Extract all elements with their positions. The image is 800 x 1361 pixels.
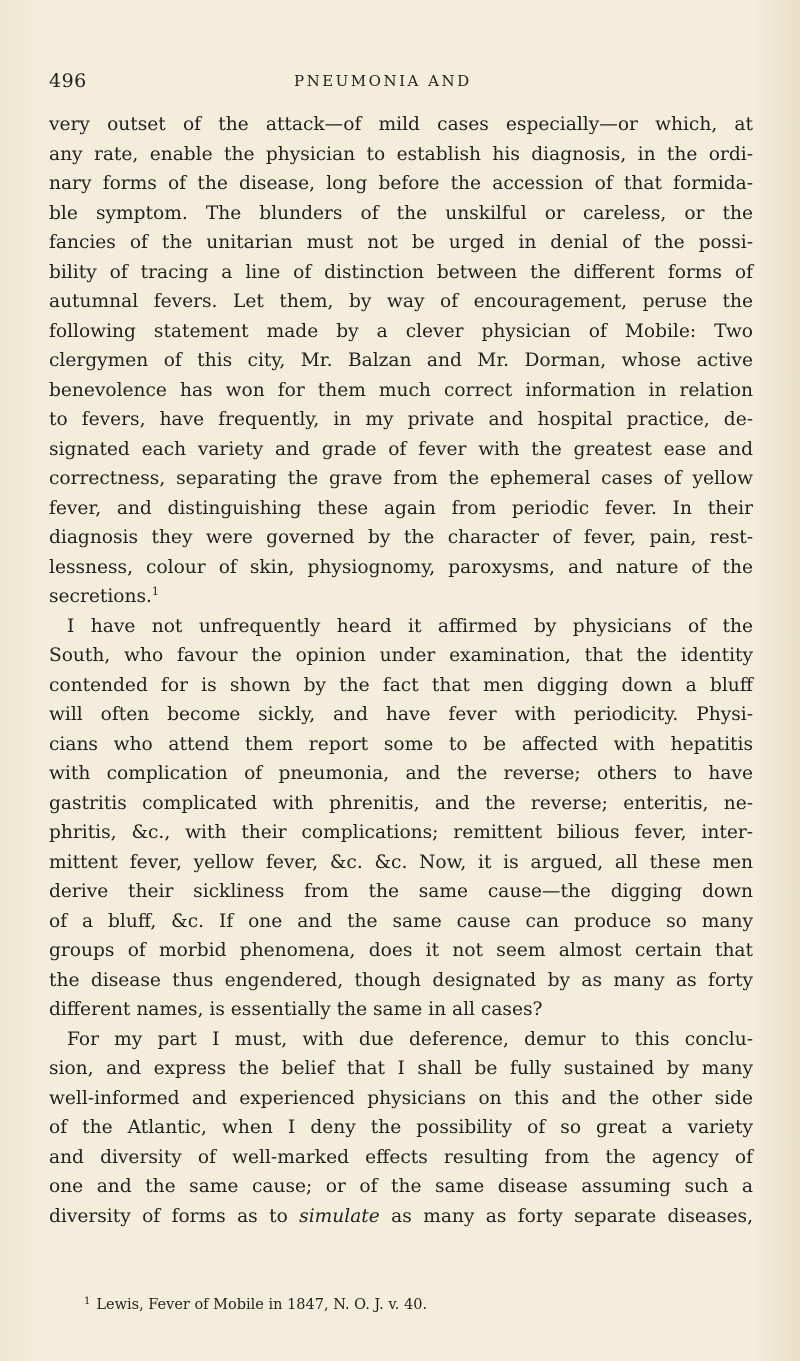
text-line-content: and diversity of well-marked effects resulting from the agency of bbox=[49, 1146, 753, 1168]
text-line-content: South, who favour the opinion under examination, that the identity bbox=[49, 645, 753, 666]
text-line bbox=[49, 405, 753, 435]
page-number: 496 bbox=[49, 70, 87, 92]
footnote bbox=[84, 1296, 744, 1313]
text-line bbox=[49, 612, 753, 642]
text-line-content: I have not unfrequently heard it affirmed by physicians of the bbox=[67, 615, 753, 637]
text-line-content: diagnosis they were governed by the character of fever, pain, rest- bbox=[49, 527, 753, 548]
text-line-content: correctness, separating the grave from the ephemeral cases of yellow bbox=[49, 468, 753, 489]
text-line-content: benevolence has won for them much correct information in relation bbox=[49, 379, 753, 401]
text-line-content: cians who attend them report some to be affected with hepatitis bbox=[49, 733, 753, 755]
text-line-content: bility of tracing a line of distinction between the different forms of bbox=[49, 261, 753, 283]
text-line bbox=[49, 494, 753, 524]
text-line bbox=[49, 700, 753, 730]
text-line bbox=[49, 818, 753, 848]
text-line-content: very outset of the attack—of mild cases especially—or which, at bbox=[49, 114, 753, 135]
text-line bbox=[49, 1172, 753, 1202]
text-line-content: fever, and distinguishing these again from periodic fever. In their bbox=[49, 497, 753, 519]
text-line-content: lessness, colour of skin, physiognomy, paroxysms, and nature of the bbox=[49, 556, 753, 578]
text-line-content: secretions. bbox=[49, 586, 152, 607]
text-line-content: any rate, enable the physician to establish his diagnosis, in the ordi- bbox=[49, 143, 753, 165]
footnote-mark: 1 bbox=[84, 1296, 91, 1307]
page-header bbox=[49, 70, 749, 96]
text-line-content: groups of morbid phenomena, does it not seem almost certain that bbox=[49, 940, 753, 961]
text-line bbox=[49, 759, 753, 789]
text-line bbox=[49, 553, 753, 583]
text-line-continuation: as many as forty separate diseases, bbox=[379, 1205, 753, 1227]
text-line-content: diversity of forms as to bbox=[49, 1205, 300, 1227]
text-line bbox=[49, 228, 753, 258]
text-line-content: to fevers, have frequently, in my private and hospital practice, de- bbox=[49, 409, 753, 430]
text-line bbox=[49, 287, 753, 317]
text-line bbox=[49, 671, 753, 701]
text-line-content: will often become sickly, and have fever with periodicity. Physi- bbox=[49, 704, 753, 725]
text-line bbox=[49, 936, 753, 966]
text-line bbox=[49, 641, 753, 671]
text-line bbox=[49, 317, 753, 347]
text-line-content: with complication of pneumonia, and the reverse; others to have bbox=[49, 763, 753, 784]
footnote-text: Lewis, Fever of Mobile in 1847, N. O. J. v. 40. bbox=[96, 1297, 428, 1313]
text-line bbox=[49, 848, 753, 878]
text-line bbox=[49, 376, 753, 406]
text-line bbox=[49, 1143, 753, 1173]
text-line bbox=[49, 1054, 753, 1084]
text-line bbox=[49, 346, 753, 376]
text-line bbox=[49, 1025, 753, 1055]
text-line-content: different names, is essentially the same in all cases? bbox=[49, 999, 543, 1020]
text-line bbox=[49, 789, 753, 819]
text-line bbox=[49, 464, 753, 494]
text-line bbox=[49, 966, 753, 996]
footnote-reference: 1 bbox=[151, 585, 159, 598]
text-line bbox=[49, 907, 753, 937]
text-line-content: nary forms of the disease, long before the accession of that formida- bbox=[49, 173, 753, 194]
text-line-content: well-informed and experienced physicians on this and the other side bbox=[49, 1087, 753, 1109]
text-line bbox=[49, 169, 753, 199]
italic-word: simulate bbox=[299, 1205, 380, 1227]
body-text bbox=[49, 110, 753, 1231]
text-line-content: fancies of the unitarian must not be urged in denial of the possi- bbox=[49, 232, 753, 253]
text-line-content: clergymen of this city, Mr. Balzan and Mr. Dorman, whose active bbox=[49, 350, 753, 371]
text-line-content: following statement made by a clever physician of Mobile: Two bbox=[49, 320, 753, 342]
text-line-content: For my part I must, with due deference, demur to this conclu- bbox=[67, 1028, 753, 1050]
running-head: PNEUMONIA AND bbox=[294, 72, 472, 90]
text-line bbox=[49, 1202, 753, 1232]
text-line-content: derive their sickliness from the same cause—the digging down bbox=[49, 881, 753, 902]
text-line-content: of a bluff, &c. If one and the same cause can produce so many bbox=[49, 910, 753, 932]
text-line-content: one and the same cause; or of the same disease assuming such a bbox=[49, 1176, 753, 1197]
text-line bbox=[49, 523, 753, 553]
text-line-content: mittent fever, yellow fever, &c. &c. Now, it is argued, all these men bbox=[49, 851, 753, 873]
text-line-content: sion, and express the belief that I shall be fully sustained by many bbox=[49, 1058, 753, 1079]
text-line bbox=[49, 435, 753, 465]
text-line bbox=[49, 199, 753, 229]
text-line bbox=[49, 582, 753, 612]
text-line-content: autumnal fevers. Let them, by way of encouragement, peruse the bbox=[49, 291, 753, 312]
text-line bbox=[49, 258, 753, 288]
text-line bbox=[49, 730, 753, 760]
text-line-content: the disease thus engendered, though designated by as many as forty bbox=[49, 969, 753, 991]
text-line bbox=[49, 140, 753, 170]
text-line bbox=[49, 1113, 753, 1143]
text-line bbox=[49, 1084, 753, 1114]
text-line-content: contended for is shown by the fact that men digging down a bluff bbox=[49, 674, 753, 696]
text-line bbox=[49, 110, 753, 140]
text-line-content: ble symptom. The blunders of the unskilful or careless, or the bbox=[49, 202, 753, 224]
text-line-content: gastritis complicated with phrenitis, and the reverse; enteritis, ne- bbox=[49, 792, 753, 814]
text-line-content: of the Atlantic, when I deny the possibility of so great a variety bbox=[49, 1117, 753, 1138]
text-line-content: signated each variety and grade of fever with the greatest ease and bbox=[49, 438, 753, 460]
text-line bbox=[49, 995, 753, 1025]
text-line-content: phritis, &c., with their complications; remittent bilious fever, inter- bbox=[49, 822, 753, 843]
text-line bbox=[49, 877, 753, 907]
